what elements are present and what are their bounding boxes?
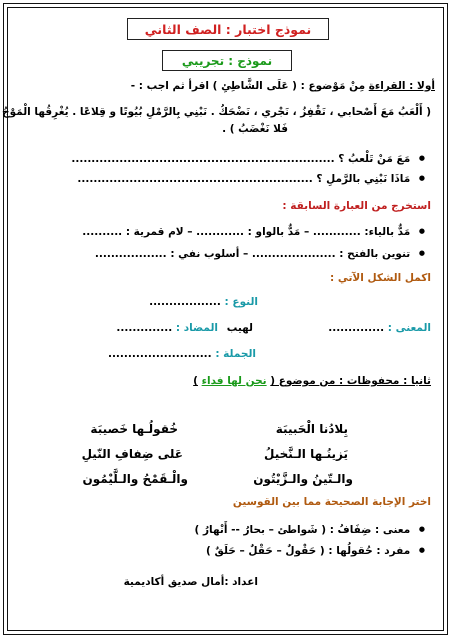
shape-sentence xyxy=(108,348,256,360)
exam-title-text: نموذج اختبار : الصف الثاني xyxy=(144,21,312,37)
extract-row-1 xyxy=(82,226,425,238)
extract-row-2 xyxy=(95,248,425,260)
author-credit: اعداد :أمال صديق أكاديمية xyxy=(123,576,258,588)
reading-heading xyxy=(131,80,435,92)
choose-row-2 xyxy=(206,545,425,557)
verse-3-left: والْـقَمْحُ والـلَّيْمُون xyxy=(82,472,188,486)
reading-passage-line2: فَلا نَغْضَبُ ) . xyxy=(222,123,288,135)
choose-row-2-options: ( حَقْولٌ – حَقْلٌ – حَلَقٌ ) xyxy=(206,545,325,557)
shape-meaning-dots: .............. xyxy=(328,322,385,334)
shape-type-label: النوع : xyxy=(224,296,258,308)
page-border-inner xyxy=(7,7,444,631)
shape-center-word: لهيب xyxy=(226,322,253,334)
extract-row-2-text: تنوين بالفتح : ..................... – أسلوب نفي : .................. xyxy=(94,248,411,260)
shape-opposite-dots: .............. xyxy=(116,322,173,334)
shape-heading: اكمل الشكل الآتي : xyxy=(330,272,431,284)
reading-passage-line1: ( أَلْعَبُ مَعَ أَصْحابي ، نَقْفِزُ ، نَجْري ، نَضْحَكُ . نَبْنِي بِالرَّمْلِ بُيُوتًا و قِلاعًا . يُغْرِقُها الْمَوْجُ xyxy=(2,106,431,118)
reading-heading-prefix: أولا : القراءة xyxy=(368,80,435,92)
shape-opposite xyxy=(116,322,218,334)
choose-row-1-options: ( شَواطئ – بحارُ -- أَنْهارُ ) xyxy=(194,524,327,536)
shape-meaning-label: المعنى : xyxy=(387,322,431,334)
memorize-heading xyxy=(193,375,431,387)
exam-subtitle xyxy=(162,50,292,71)
shape-opposite-label: المضاد : xyxy=(175,322,218,334)
reading-heading-rest: مِنْ مَوْضوع : ( عَلَى الشَّاطِئِ ) اقرأ ثم اجب : - xyxy=(130,80,366,92)
exam-subtitle-text: نموذج : تجريبي xyxy=(181,53,273,68)
verse-2-right: يَزينُـها الـنَّخيلُ xyxy=(264,447,348,461)
extract-row-1-text: مَدٌّ بالياء: ............ – مَدٌّ بالواو : ............ – لام قمرية : .......... xyxy=(82,226,411,238)
verse-2-left: عَلى ضِفافِ النّيلِ xyxy=(81,447,183,461)
verse-1-left: خُقولُـها خَصيبَة xyxy=(90,422,178,436)
shape-meaning xyxy=(328,322,431,334)
reading-question-1-text: مَعَ مَنْ تَلْعبُ ؟ .................................................................. xyxy=(71,153,411,165)
extract-heading: استخرج من العبارة السابقة : xyxy=(282,200,431,212)
shape-type-dots: .................. xyxy=(149,296,221,308)
verse-1-right: بِلادُنا الْحَبيبَة xyxy=(275,422,348,436)
verse-3-right: والـتّينُ والـزَّيْتُون xyxy=(253,472,353,486)
reading-question-2 xyxy=(77,173,425,185)
shape-type xyxy=(149,296,258,308)
choose-row-1-label: معنى : ضِفَافُ : xyxy=(329,524,411,536)
choose-row-1 xyxy=(195,524,425,536)
memorize-heading-title: نحن لها فداء xyxy=(201,375,267,387)
reading-question-2-text: مَاذَا نَبْنِي بالرَّملِ ؟ ........................................................... xyxy=(77,173,411,185)
choose-heading: اختر الإجابة الصحيحة مما بين القوسين xyxy=(232,496,431,508)
shape-sentence-label: الجملة : xyxy=(215,348,256,360)
exam-title xyxy=(127,18,329,40)
memorize-heading-prefix: ثانيا : محفوظات : من موضوع ( xyxy=(270,375,431,387)
memorize-heading-suffix: ) xyxy=(193,375,198,387)
choose-row-2-label: مفرد : حُقولُها : xyxy=(328,545,411,557)
reading-question-1 xyxy=(71,153,425,165)
shape-sentence-dots: .......................... xyxy=(107,348,212,360)
